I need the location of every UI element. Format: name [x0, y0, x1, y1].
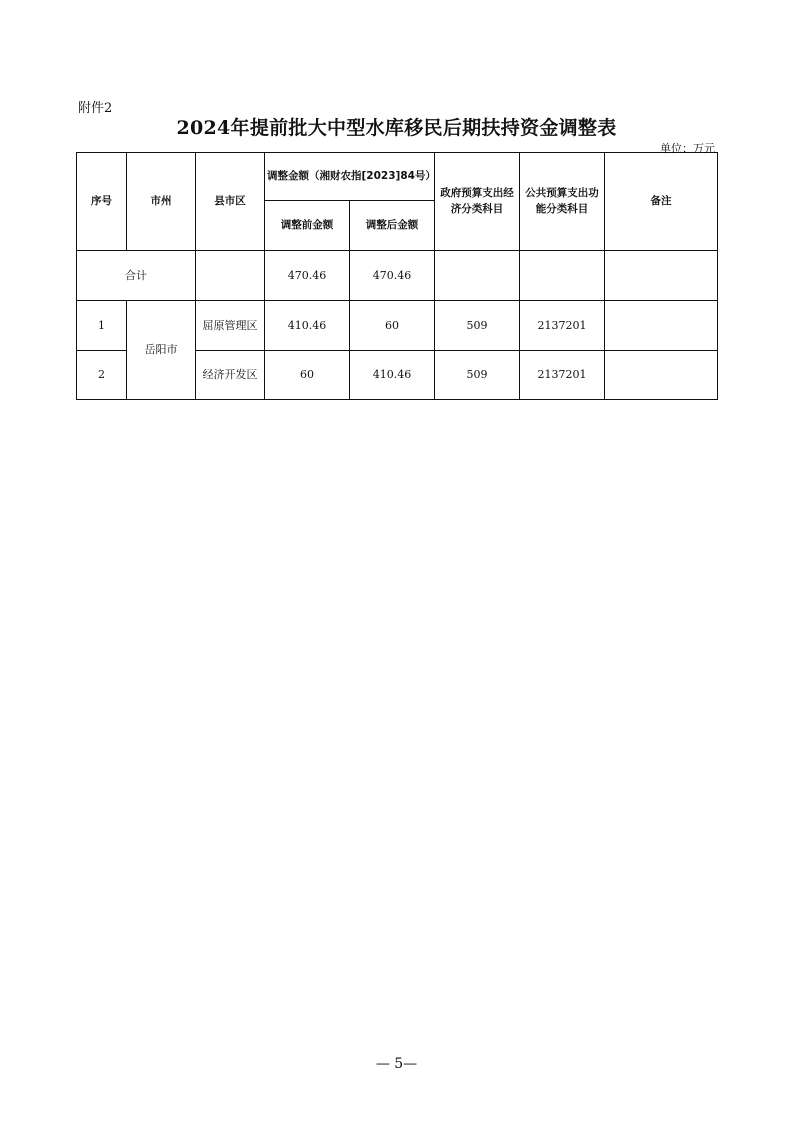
- row-city-merged: 岳阳市: [127, 301, 196, 400]
- attachment-label: 附件2: [78, 101, 113, 116]
- total-public-func-class: [520, 251, 605, 301]
- header-before-amount: 调整前金额: [265, 201, 350, 251]
- header-after-amount: 调整后金额: [350, 201, 435, 251]
- table-row: [77, 301, 718, 351]
- row-after: 410.46: [350, 351, 435, 400]
- row-public-func-class: 2137201: [520, 351, 605, 400]
- row-public-func-class: 2137201: [520, 301, 605, 351]
- total-after: 470.46: [350, 251, 435, 301]
- row-gov-econ-class: 509: [435, 351, 520, 400]
- row-before: 410.46: [265, 301, 350, 351]
- document-title: 2024年提前批大中型水库移民后期扶持资金调整表: [176, 117, 617, 139]
- row-before: 60: [265, 351, 350, 400]
- header-adjust-amount: 调整金额（湘财农指[2023]84号）: [265, 153, 435, 201]
- total-gov-econ-class: [435, 251, 520, 301]
- header-row-1: [77, 153, 718, 201]
- fund-adjustment-table: [76, 152, 718, 400]
- header-public-func-class: 公共预算支出功能分类科目: [520, 153, 605, 251]
- header-city: 市州: [127, 153, 196, 251]
- row-gov-econ-class: 509: [435, 301, 520, 351]
- row-seq: 2: [77, 351, 127, 400]
- row-county: 屈原管理区: [196, 301, 265, 351]
- row-remarks: [605, 351, 718, 400]
- header-seq: 序号: [77, 153, 127, 251]
- header-remarks: 备注: [605, 153, 718, 251]
- row-after: 60: [350, 301, 435, 351]
- page-number: — 5—: [375, 1056, 418, 1072]
- total-remarks: [605, 251, 718, 301]
- total-before: 470.46: [265, 251, 350, 301]
- total-row: [77, 251, 718, 301]
- header-gov-econ-class: 政府预算支出经济分类科目: [435, 153, 520, 251]
- unit-label: 单位：万元: [660, 142, 715, 155]
- row-remarks: [605, 301, 718, 351]
- total-label: 合计: [77, 251, 196, 301]
- row-county: 经济开发区: [196, 351, 265, 400]
- total-county: [196, 251, 265, 301]
- header-county: 县市区: [196, 153, 265, 251]
- row-seq: 1: [77, 301, 127, 351]
